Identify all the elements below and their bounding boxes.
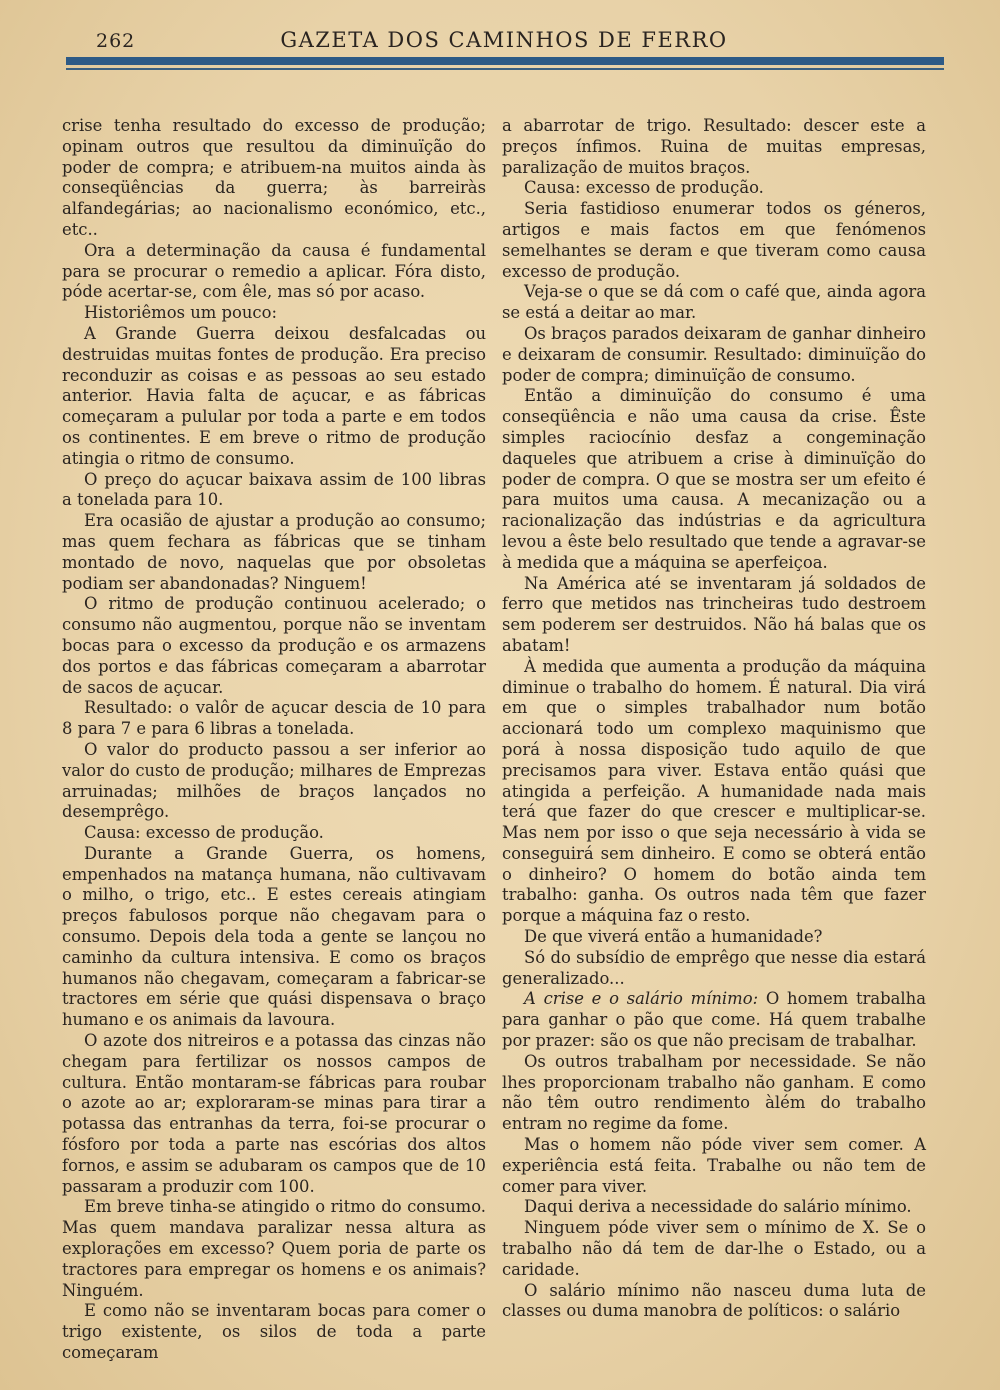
paragraph: Os braços parados deixaram de ganhar dinheiro e deixaram de consumir. Resultado: diminuïção do poder de compra; diminuïção de consumo. — [502, 323, 926, 385]
page-header — [64, 26, 944, 56]
paragraph: Só do subsídio de emprêgo que nesse dia estará generalizado... — [502, 947, 926, 988]
paragraph: O salário mínimo não nasceu duma luta de classes ou duma manobra de políticos: o salário — [502, 1280, 926, 1321]
paragraph: Em breve tinha-se atingido o ritmo do consumo. Mas quem mandava paralizar nessa altura as explorações em excesso? Quem poria de parte os tractores para empregar os homens e os animais? Ninguém. — [62, 1197, 486, 1300]
section-lead: A crise e o salário mínimo: — [524, 989, 759, 1009]
paragraph: Ora a determinação da causa é fundamental para se procurar o remedio a aplicar. Fóra disto, póde acertar-se, com êle, mas só por acaso. — [62, 240, 486, 302]
paragraph: E como não se inventaram bocas para comer o trigo existente, os silos de toda a parte começaram — [62, 1301, 486, 1363]
paragraph: Os outros trabalham por necessidade. Se não lhes proporcionam trabalho não ganham. E como não têm outro rendimento àlém do trabalho entram no regime da fome. — [502, 1051, 926, 1134]
paragraph: Historiêmos um pouco: — [84, 303, 278, 323]
paragraph: Mas o homem não póde viver sem comer. A experiência está feita. Trabalhe ou não tem de comer para viver. — [502, 1135, 926, 1196]
paragraph-lead-section — [502, 989, 926, 1051]
paragraph: Veja-se o que se dá com o café que, ainda agora se está a deitar ao mar. — [502, 282, 926, 323]
header-rule-thick — [66, 57, 944, 65]
paragraph: Resultado: o valôr de açucar descia de 10 para 8 para 7 e para 6 libras a tonelada. — [62, 698, 486, 739]
paragraph: O preço do açucar baixava assim de 100 libras a tonelada para 10. — [62, 469, 486, 510]
paragraph: Causa: excesso de produção. — [84, 823, 324, 843]
page-number: 262 — [96, 30, 136, 52]
paragraph: À medida que aumenta a produção da máquina diminue o trabalho do homem. É natural. Dia virá em que o simples trabalhador num botão accionará todo um complexo maquinismo que porá à nossa disposição tudo aquilo de que precisamos para viver. Estava então quási que atingida a perfeição. A humanidade nada mais terá que fazer do que crescer e multiplicar-se. Mas nem por isso o que seja necessário à vida se conseguirá sem dinheiro. E como se obterá então o dinheiro? O homem do botão ainda tem trabalho: ganha. Os outros nada têm que fazer porque a máquina faz o resto. — [502, 656, 926, 926]
paragraph: Na América até se inventaram já soldados de ferro que metidos nas trincheiras tudo destroem sem poderem ser destruidos. Não há balas que os abatam! — [502, 573, 926, 655]
paragraph: Daqui deriva a necessidade do salário mínimo. — [524, 1197, 912, 1217]
paragraph: a abarrotar de trigo. Resultado: descer este a preços ínfimos. Ruina de muitas empresas, paralização de muitos braços. — [502, 116, 926, 177]
paragraph: Seria fastidioso enumerar todos os géneros, artigos e mais factos em que fenómenos semelhantes se deram e que tiveram como causa excesso de produção. — [502, 199, 926, 281]
paragraph: O azote dos nitreiros e a potassa das cinzas não chegam para fertilizar os nossos campos de cultura. Então montaram-se fábricas para roubar o azote ao ar; exploraram-se minas para tirar a potassa das entranhas da terra, foi-se procurar o fósforo por toda a parte nas escórias dos altos fornos, e assim se adubaram os campos que de 10 passaram a produzir com 100. — [62, 1031, 486, 1196]
right-column — [502, 116, 926, 1322]
paragraph: O ritmo de produção continuou acelerado; o consumo não augmentou, porque não se inventam bocas para o excesso da produção e os armazens dos portos e das fábricas começaram a abarrotar de sacos de açucar. — [62, 594, 486, 697]
paragraph: O valor do producto passou a ser inferior ao valor do custo de produção; milhares de Emprezas arruinadas; milhões de braços lançados no desemprêgo. — [62, 739, 486, 822]
paragraph: De que viverá então a humanidade? — [524, 927, 823, 947]
paragraph: Causa: excesso de produção. — [524, 178, 764, 198]
paragraph: Ninguem póde viver sem o mínimo de X. Se o trabalho não dá tem de dar-lhe o Estado, ou a caridade. — [502, 1218, 926, 1279]
paragraph: A Grande Guerra deixou desfalcadas ou destruidas muitas fontes de produção. Era preciso reconduzir as coisas e as pessoas ao seu estado anterior. Havia falta de açucar, e as fábricas começaram a pulular por toda a parte e em todos os continentes. E em breve o ritmo de produção atingia o ritmo de consumo. — [62, 323, 486, 468]
section-lead-text: O homem trabalha para ganhar o pão que come. Há quem trabalhe por prazer: são os que não precisam de trabalhar. — [502, 989, 926, 1051]
paragraph: crise tenha resultado do excesso de produção; opinam outros que resultou da diminuïção do poder de compra; e atribuem-na muitos ainda às conseqüências da guerra; às barreiràs alfandegárias; ao nacionalismo económico, etc., etc.. — [62, 116, 486, 239]
journal-title: GAZETA DOS CAMINHOS DE FERRO — [280, 28, 728, 52]
paragraph: Era ocasião de ajustar a produção ao consumo; mas quem fechara as fábricas que se tinham montado de novo, naquelas que por obsoletas podiam ser abandonadas? Ninguem! — [62, 511, 486, 593]
header-rule-thin — [66, 68, 944, 70]
paragraph: Então a diminuïção do consumo é uma conseqüência e não uma causa da crise. Êste simples raciocínio desfaz a congeminação daqueles que atribuem a crise à diminuïção do poder de compra. O que se mostra ser um efeito é para muitos uma causa. A mecanização ou a racionalização das indústrias e da agricultura levou a êste belo resultado que tende a agravar-se à medida que a máquina se aperfeiçoa. — [502, 386, 926, 572]
paragraph: Durante a Grande Guerra, os homens, empenhados na matança humana, não cultivavam o milho, o trigo, etc.. E estes cereais atingiam preços fabulosos porque não chegavam para o consumo. Depois dela toda a gente se lançou no caminho da cultura intensiva. E como os braços humanos não chegavam, começaram a fabricar-se tractores em série que quási dispensava o braço humano e os animais da lavoura. — [62, 843, 486, 1030]
left-column — [62, 116, 486, 1364]
